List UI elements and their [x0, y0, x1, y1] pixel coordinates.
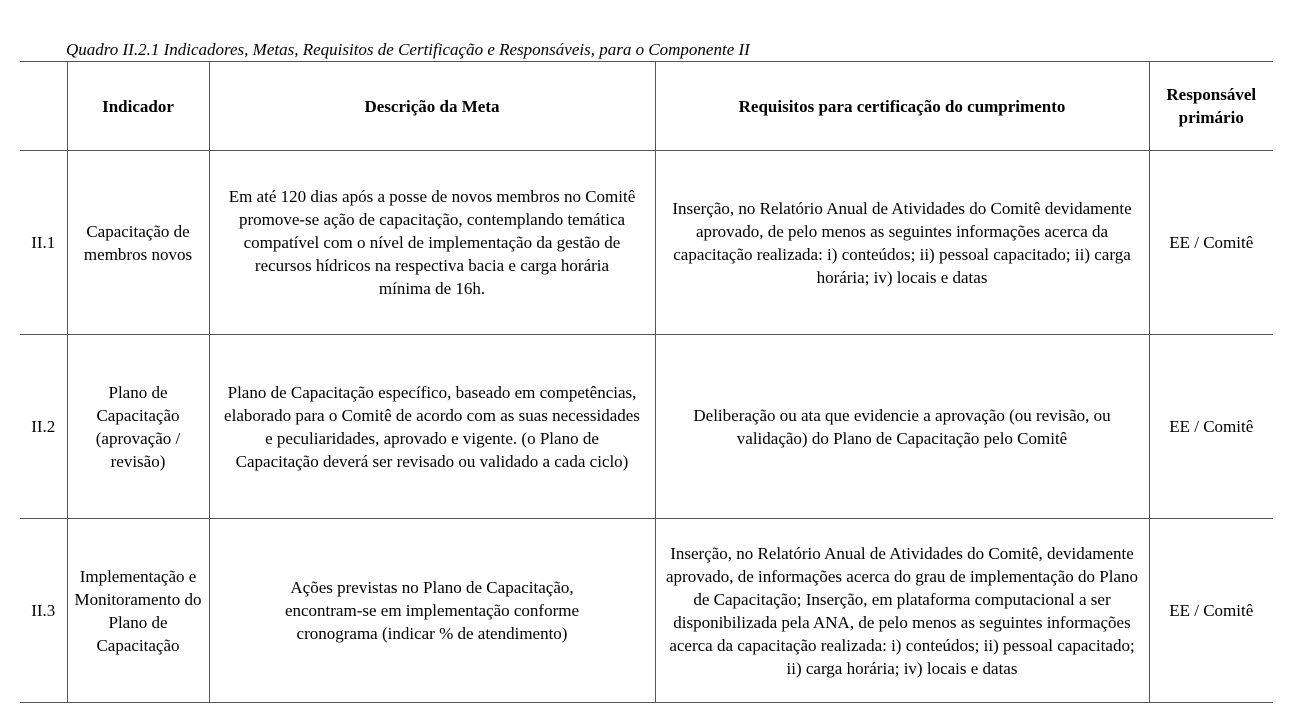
cell-responsavel: EE / Comitê — [1149, 335, 1273, 519]
cell-indicador: Capacitação de membros novos — [67, 151, 209, 335]
cell-indicador: Implementação e Monitoramento do Plano de Capacitação — [67, 519, 209, 703]
header-meta: Descrição da Meta — [209, 62, 655, 151]
cell-code: II.1 — [20, 151, 67, 335]
header-requisitos: Requisitos para certificação do cumprimento — [655, 62, 1149, 151]
indicators-table — [20, 61, 1273, 703]
header-row — [20, 62, 1273, 151]
cell-requisitos: Inserção, no Relatório Anual de Atividades do Comitê devidamente aprovado, de pelo menos as seguintes informações acerca da capacitação realizada: i) conteúdos; ii) pessoal capacitado; ii) carga horária; iv) locais e datas — [655, 151, 1149, 335]
header-responsavel: Responsável primário — [1149, 62, 1273, 151]
header-indicador: Indicador — [67, 62, 209, 151]
cell-indicador: Plano de Capacitação (aprovação / revisão) — [67, 335, 209, 519]
table-row — [20, 335, 1273, 519]
cell-meta: Ações previstas no Plano de Capacitação, encontram-se em implementação conforme cronograma (indicar % de atendimento) — [209, 519, 655, 703]
cell-requisitos: Deliberação ou ata que evidencie a aprovação (ou revisão, ou validação) do Plano de Capacitação pelo Comitê — [655, 335, 1149, 519]
cell-meta: Em até 120 dias após a posse de novos membros no Comitê promove-se ação de capacitação, contemplando temática compatível com o nível de implementação da gestão de recursos hídricos na respectiva bacia e carga horária mínima de 16h. — [209, 151, 655, 335]
cell-meta: Plano de Capacitação específico, baseado em competências, elaborado para o Comitê de acordo com as suas necessidades e peculiaridades, aprovado e vigente. (o Plano de Capacitação deverá ser revisado ou validado a cada ciclo) — [209, 335, 655, 519]
cell-responsavel: EE / Comitê — [1149, 151, 1273, 335]
cell-responsavel: EE / Comitê — [1149, 519, 1273, 703]
table-row — [20, 151, 1273, 335]
header-code — [20, 62, 67, 151]
table-row — [20, 519, 1273, 703]
cell-code: II.2 — [20, 335, 67, 519]
cell-requisitos: Inserção, no Relatório Anual de Atividades do Comitê, devidamente aprovado, de informações acerca do grau de implementação do Plano de Capacitação; Inserção, em plataforma computacional a ser disponibilizada pela ANA, de pelo menos as seguintes informações acerca da capacitação realizada: i) conteúdos; ii) pessoal capacitado; ii) carga horária; iv) locais e datas — [655, 519, 1149, 703]
cell-code: II.3 — [20, 519, 67, 703]
table-caption: Quadro II.2.1 Indicadores, Metas, Requisitos de Certificação e Responsáveis, para o Componente II — [66, 40, 750, 59]
